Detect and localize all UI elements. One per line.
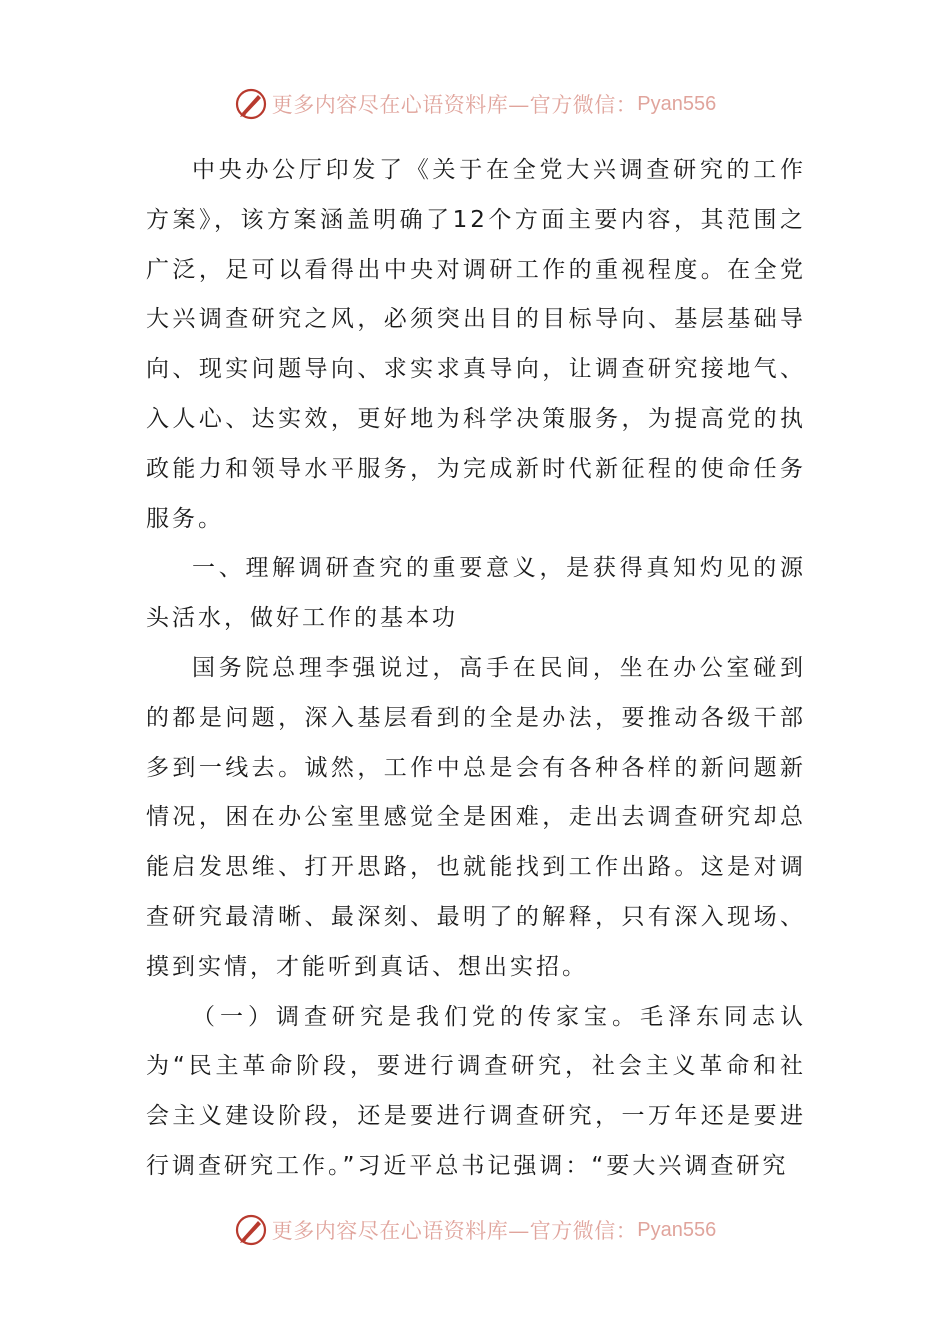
pen-logo-icon — [234, 1213, 268, 1247]
paragraph-li-qiang: 国务院总理李强说过，高手在民间，坐在办公室碰到的都是问题，深入基层看到的全是办法，要推动各级干部多到一线去。诚然，工作中总是会有各种各样的新问题新情况，困在办公室里感觉全是困难，走出去调查研究却总能启发思维、打开思路，也就能找到工作出路。这是对调查研究最清晰、最深刻、最明了的解释，只有深入现场、摸到实情，才能听到真话、想出实招。 — [146, 654, 806, 980]
watermark-code: Pyan556 — [637, 1218, 717, 1241]
watermark-text: 更多内容尽在心语资料库—官方微信： — [271, 1219, 638, 1243]
watermark-code: Pyan556 — [637, 92, 717, 115]
pen-logo-icon — [234, 87, 268, 121]
watermark-text: 更多内容尽在心语资料库—官方微信： — [271, 93, 638, 117]
document-body — [146, 146, 806, 1192]
paragraph-subsection-1: （一）调查研究是我们党的传家宝。毛泽东同志认为“民主革命阶段，要进行调查研究，社会主义革命和社会主义建设阶段，还是要进行调查研究，一万年还是要进行调查研究工作。”习近平总书记强调：“要大兴调查研究 — [146, 1003, 806, 1179]
watermark-footer — [0, 1210, 950, 1250]
section-heading-1: 一、理解调研查究的重要意义，是获得真知灼见的源头活水，做好工作的基本功 — [146, 555, 806, 632]
paragraph-intro: 中央办公厅印发了《关于在全党大兴调查研究的工作方案》，该方案涵盖明确了12个方面主要内容，其范围之广泛，足可以看得出中央对调研工作的重视程度。在全党大兴调查研究之风，必须突出目的目标导向、基层基础导向、现实问题导向、求实求真导向，让调查研究接地气、入人心、达实效，更好地为科学决策服务，为提高党的执政能力和领导水平服务，为完成新时代新征程的使命任务服务。 — [146, 157, 806, 532]
watermark-header — [0, 84, 950, 124]
